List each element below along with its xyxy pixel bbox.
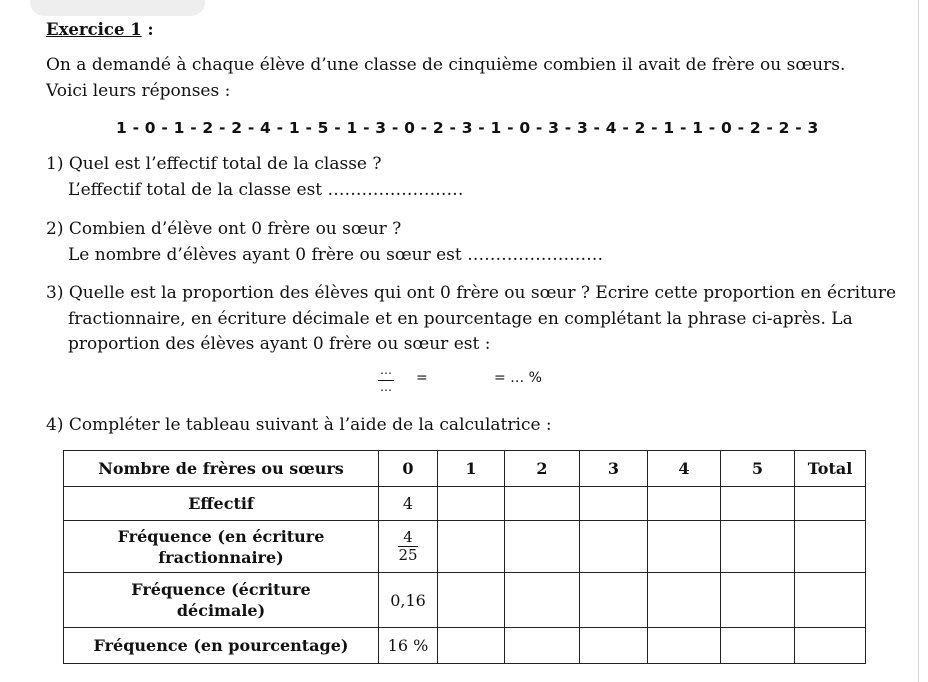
page-edge	[918, 0, 919, 682]
table-row-frequency-decimal	[64, 573, 866, 628]
header-cell-4: 4	[648, 451, 721, 487]
row-label-fraction-line-2: fractionnaire)	[158, 547, 284, 567]
header-cell-total: Total	[795, 451, 866, 487]
fraction-value-numerator: 4	[398, 529, 417, 547]
question-4: 4) Compléter le tableau suivant à l’aide de la calculatrice :	[46, 415, 552, 435]
effectif-cell-0: 4	[379, 487, 438, 521]
fraction-cell-4[interactable]	[648, 521, 721, 573]
decimal-cell-3[interactable]	[580, 573, 648, 628]
fraction-cell-5[interactable]	[721, 521, 795, 573]
row-label-fraction-line-1: Fréquence (en écriture	[117, 526, 325, 546]
header-cell-label: Nombre de frères ou sœurs	[64, 451, 379, 487]
percent-cell-total[interactable]	[795, 628, 866, 664]
fraction-denominator: …	[380, 380, 392, 394]
top-shadow	[30, 0, 205, 16]
fraction-value-denominator: 25	[398, 545, 418, 564]
decimal-cell-0: 0,16	[379, 573, 438, 628]
header-cell-1: 1	[438, 451, 505, 487]
question-3-line-1: 3) Quelle est la proportion des élèves qui ont 0 frère ou sœur ? Ecrire cette proportion en écriture	[46, 283, 897, 303]
row-label-decimal-line-1: Fréquence (écriture	[131, 580, 311, 599]
row-label-effectif: Effectif	[64, 487, 379, 521]
effectif-cell-3[interactable]	[580, 487, 648, 521]
equals-sign: =	[416, 370, 428, 386]
header-cell-0: 0	[379, 451, 438, 487]
effectif-cell-2[interactable]	[505, 487, 580, 521]
exercise-title-main: Exercice 1	[46, 20, 142, 39]
header-cell-3: 3	[580, 451, 648, 487]
intro-line-2: Voici leurs réponses :	[46, 81, 231, 101]
fraction-cell-2[interactable]	[505, 521, 580, 573]
table-row-effectif	[64, 487, 866, 521]
percent-cell-2[interactable]	[505, 628, 580, 664]
intro-line-1: On a demandé à chaque élève d’une classe de cinquième combien il avait de frère ou sœurs.	[46, 55, 846, 75]
responses-sequence: 1 - 0 - 1 - 2 - 2 - 4 - 1 - 5 - 1 - 3 - 0 - 2 - 3 - 1 - 0 - 3 - 3 - 4 - 2 - 1 - 1 - 0 - 2 - 2 - 3	[116, 119, 819, 137]
fraction-cell-1[interactable]	[438, 521, 505, 573]
question-3-line-2: fractionnaire, en écriture décimale et en pourcentage en complétant la phrase ci-après. La	[68, 309, 853, 329]
decimal-cell-4[interactable]	[648, 573, 721, 628]
percent-cell-4[interactable]	[648, 628, 721, 664]
exercise-title-suffix: :	[141, 20, 154, 39]
effectif-cell-4[interactable]	[648, 487, 721, 521]
fraction-value	[398, 529, 417, 564]
header-cell-5: 5	[721, 451, 795, 487]
fraction-cell-total[interactable]	[795, 521, 866, 573]
decimal-cell-5[interactable]	[721, 573, 795, 628]
table-row-frequency-percent	[64, 628, 866, 664]
effectif-cell-1[interactable]	[438, 487, 505, 521]
question-2: 2) Combien d’élève ont 0 frère ou sœur ?	[46, 219, 402, 239]
decimal-cell-total[interactable]	[795, 573, 866, 628]
decimal-cell-2[interactable]	[505, 573, 580, 628]
fraction-cell-3[interactable]	[580, 521, 648, 573]
percent-cell-0: 16 %	[379, 628, 438, 664]
frequency-table	[63, 450, 866, 664]
answer-1-line: L’effectif total de la classe est ……………………	[68, 180, 464, 200]
percent-cell-1[interactable]	[438, 628, 505, 664]
percent-cell-3[interactable]	[580, 628, 648, 664]
table-row-frequency-fraction	[64, 521, 866, 573]
percent-cell-5[interactable]	[721, 628, 795, 664]
row-label-frequency-fraction	[64, 521, 379, 573]
fraction-cell-0	[379, 521, 438, 573]
table-header-row	[64, 451, 866, 487]
exercise-title	[46, 19, 154, 41]
effectif-cell-total[interactable]	[795, 487, 866, 521]
answer-2-line: Le nombre d’élèves ayant 0 frère ou sœur est ……………………	[68, 245, 604, 265]
decimal-cell-1[interactable]	[438, 573, 505, 628]
fraction-numerator: …	[380, 363, 392, 377]
percent-blank: = … %	[494, 370, 542, 386]
effectif-cell-5[interactable]	[721, 487, 795, 521]
question-1: 1) Quel est l’effectif total de la classe ?	[46, 154, 382, 174]
question-3-line-3: proportion des élèves ayant 0 frère ou sœur est :	[68, 334, 491, 354]
row-label-frequency-percent: Fréquence (en pourcentage)	[64, 628, 379, 664]
row-label-frequency-decimal	[64, 573, 379, 628]
header-cell-2: 2	[505, 451, 580, 487]
row-label-decimal-line-2: décimale)	[176, 601, 266, 620]
